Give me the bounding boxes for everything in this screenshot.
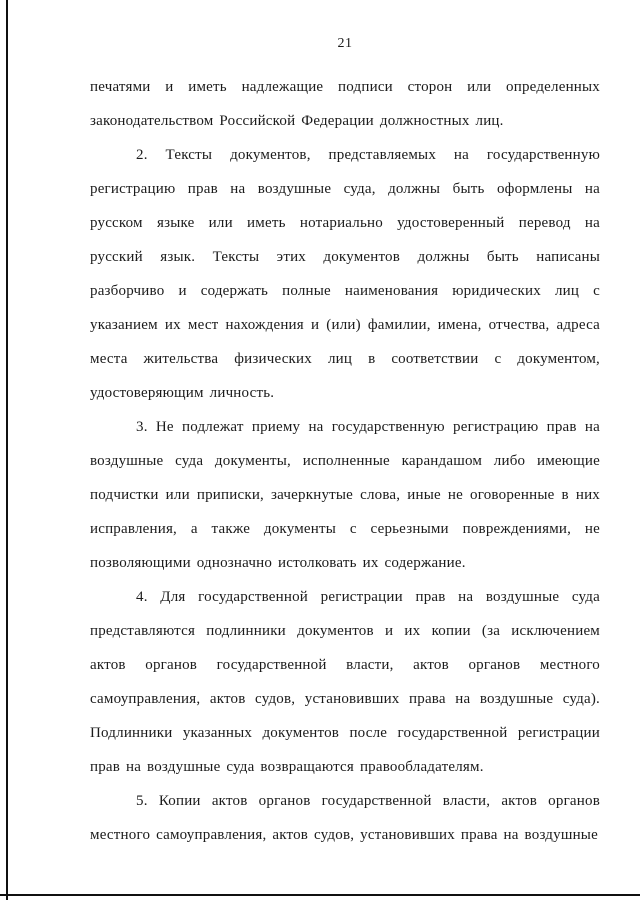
scan-border-left <box>6 0 8 900</box>
paragraph-continuation: печатями и иметь надлежащие подписи сторон или определенных законодательством Российской Федерации должностных лиц. <box>90 79 600 129</box>
paragraph-item-2: 2. Тексты документов, представляемых на государственную регистрацию прав на воздушные суда, должны быть оформлены на русском языке или иметь нотариально удостоверенный перевод на русский язык. Тексты этих документов должны быть написаны разборчиво и содержать полные наименования юридических лиц с указанием их мест нахождения и (или) фамилии, имена, отчества, адреса места жительства физических лиц в соответствии с документом, удостоверяющим личность. <box>90 147 600 401</box>
page-content <box>90 36 600 852</box>
scan-border-bottom <box>0 894 640 896</box>
page-number: 21 <box>337 36 353 51</box>
paragraph-item-5: 5. Копии актов органов государственной власти, актов органов местного самоуправления, актов судов, установивших права на воздушные <box>90 793 600 843</box>
paragraph-item-4: 4. Для государственной регистрации прав на воздушные суда представляются подлинники документов и их копии (за исключением актов органов государственной власти, актов органов местного самоуправления, актов судов, установивших права на воздушные суда). Подлинники указанных документов после государственной регистрации прав на воздушные суда возвращаются правообладателям. <box>90 589 600 775</box>
paragraph-item-3: 3. Не подлежат приему на государственную регистрацию прав на воздушные суда документы, исполненные карандашом либо имеющие подчистки или приписки, зачеркнутые слова, иные не оговоренные в них исправления, а также документы с серьезными повреждениями, не позволяющими однозначно истолковать их содержание. <box>90 419 600 571</box>
document-body <box>90 70 600 852</box>
